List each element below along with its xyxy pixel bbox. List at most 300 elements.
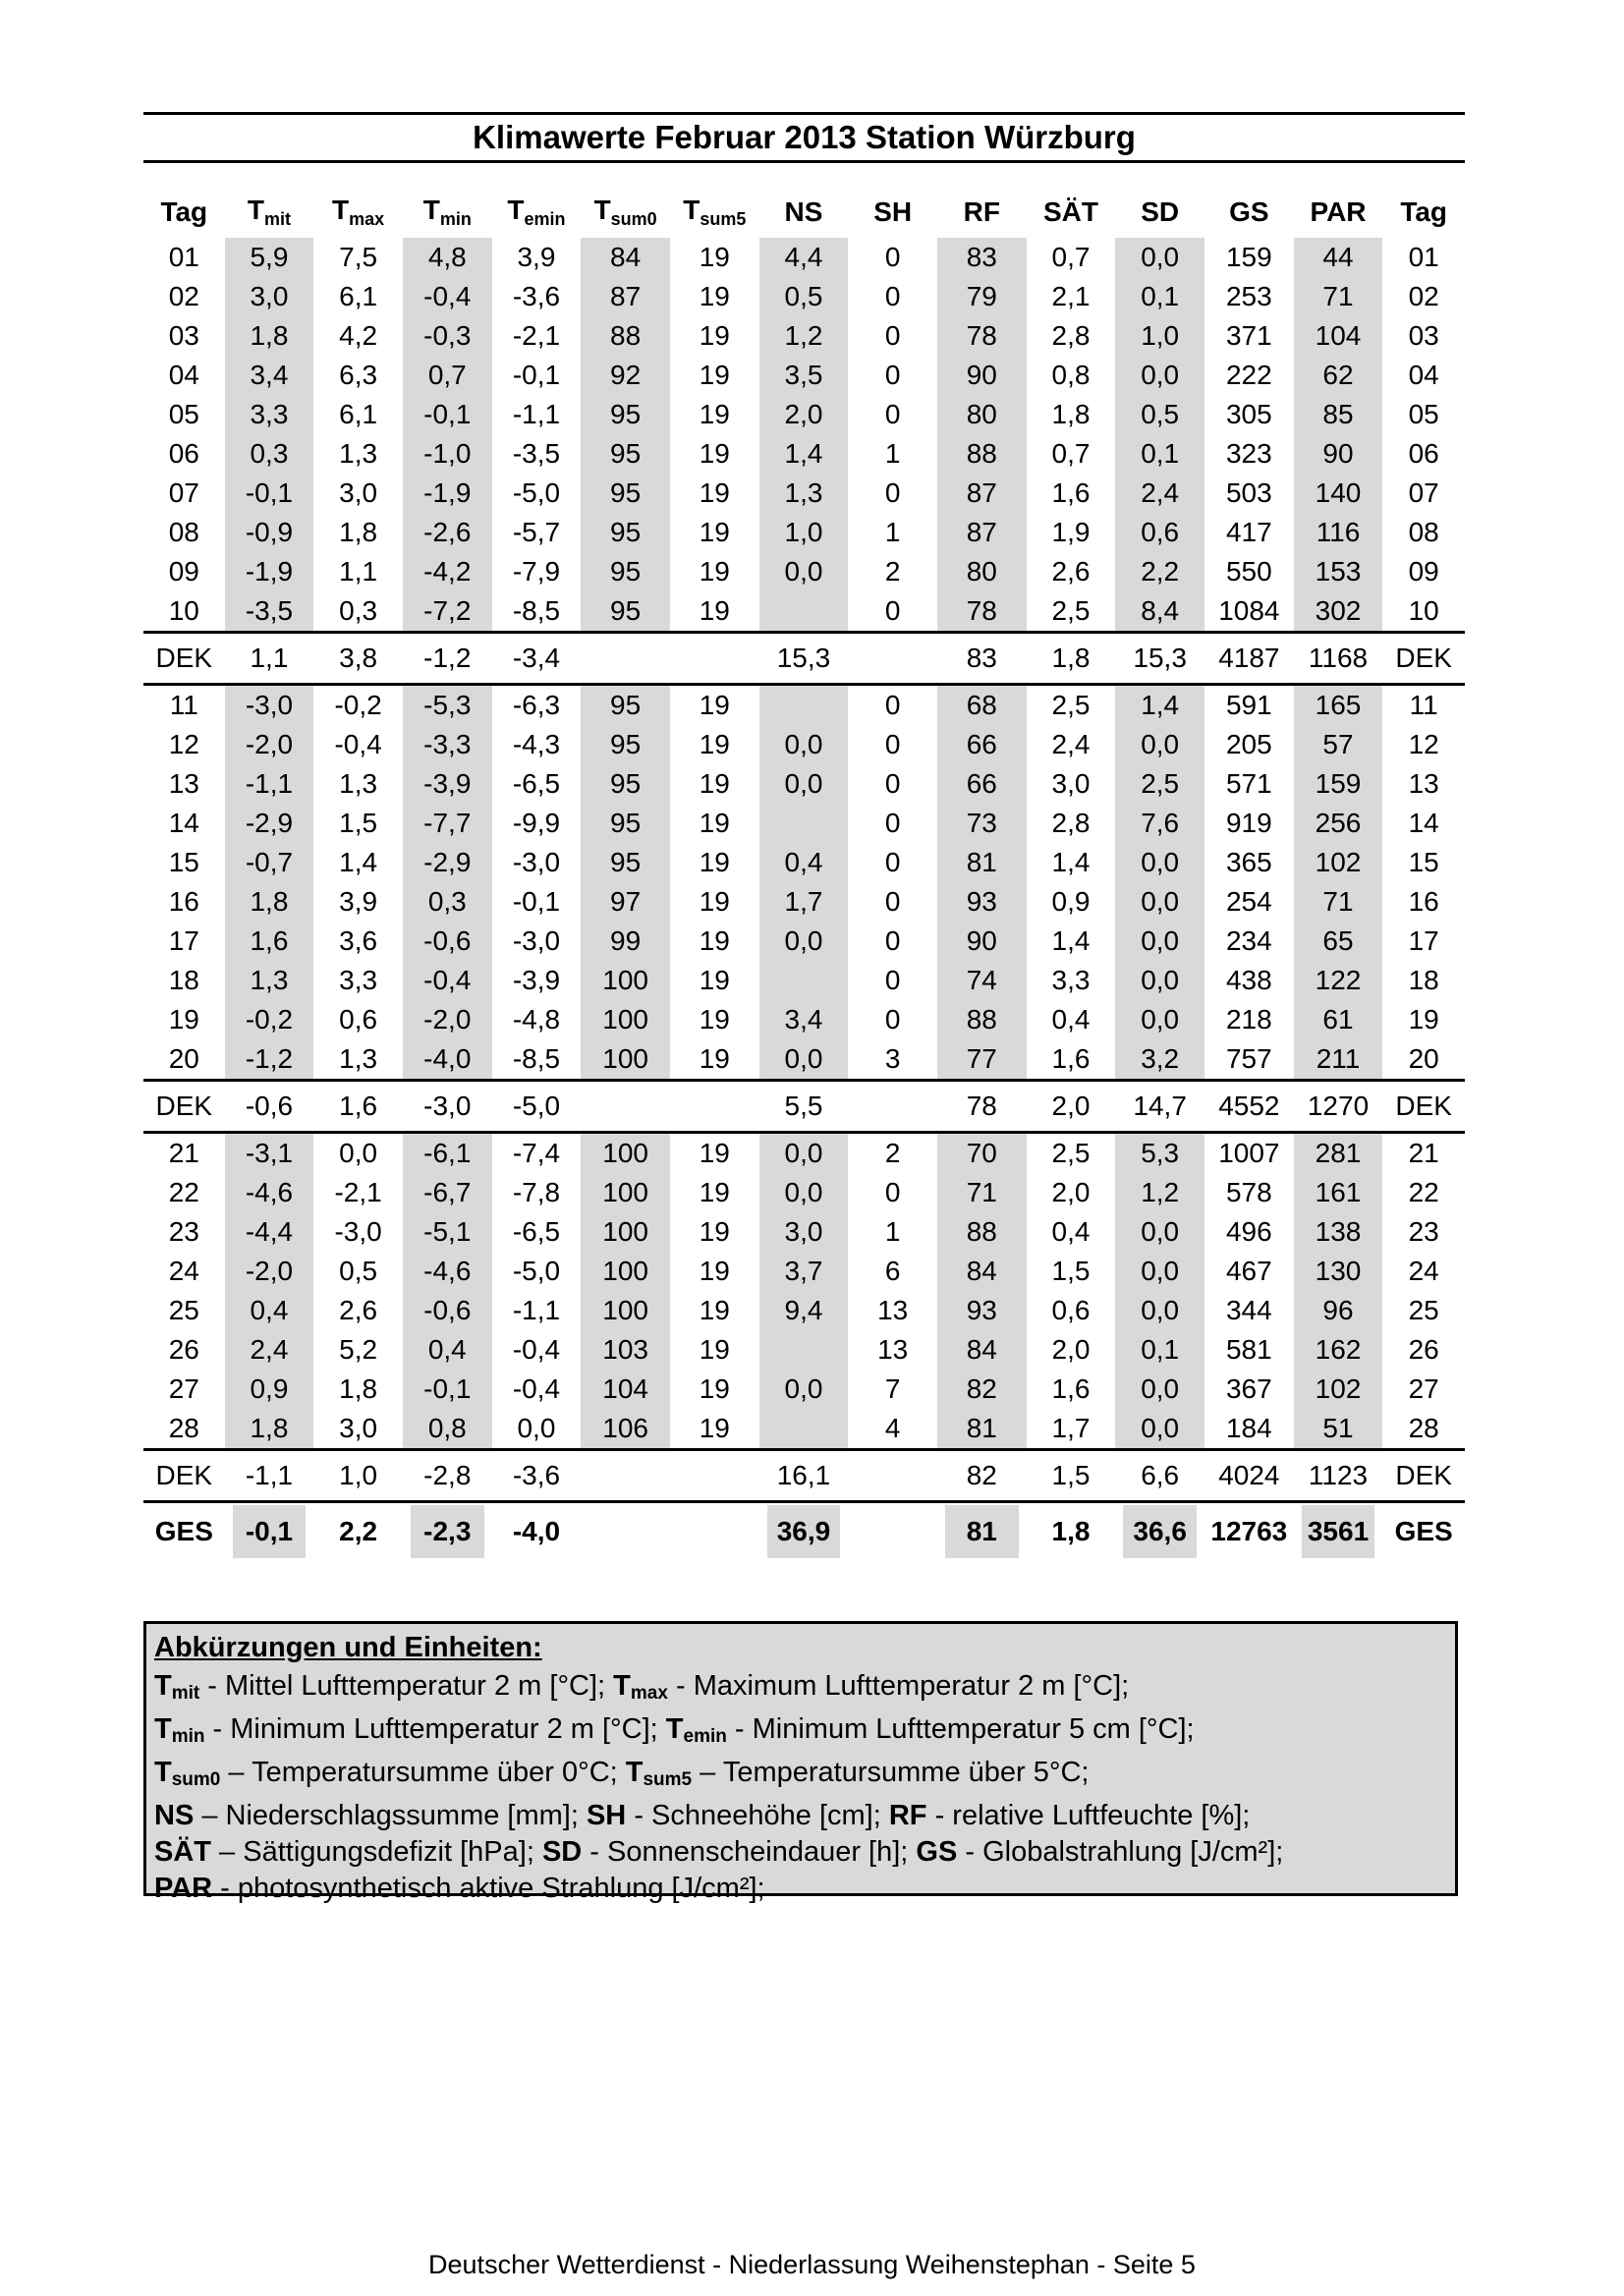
table-cell: 84 [937,1252,1027,1291]
table-row [143,395,1465,434]
table-row [143,591,1465,633]
table-cell: 1,5 [339,808,378,838]
table-cell: -0,4 [334,729,382,759]
table-cell: 0,1 [1115,1330,1204,1370]
row-label-right: 26 [1408,1334,1439,1365]
table-row [143,961,1465,1000]
table-cell: 0,0 [1115,1370,1204,1409]
table-cell: 71 [1294,277,1383,316]
table-cell: 130 [1294,1252,1383,1291]
table-cell: 36,9 [759,1502,849,1561]
table-cell [670,633,759,685]
row-label: 25 [168,1295,199,1325]
table-cell: -3,0 [403,1081,492,1133]
table-cell: 65 [1294,922,1383,961]
table-cell: 0,4 [225,1291,314,1330]
table-cell: 80 [937,552,1027,591]
col-header-tmax: $T_{max}$ [332,195,385,229]
table-cell: 0,5 [339,1256,378,1286]
table-cell: -7,2 [403,591,492,633]
abbreviation-line [154,1834,1447,1871]
row-label: 22 [168,1177,199,1207]
table-cell: -8,5 [512,1043,561,1074]
table-row [143,356,1465,395]
table-cell: 100 [581,1291,670,1330]
table-cell: -4,2 [403,552,492,591]
table-cell: 77 [937,1039,1027,1081]
table-cell: 0,5 [1115,395,1204,434]
climate-table [143,187,1465,1560]
table-cell: 1,1 [339,556,378,587]
abbreviation-description: - Sonnenscheindauer [h]; [582,1836,917,1868]
table-cell: 2,8 [1051,808,1091,838]
table-cell: 70 [937,1133,1027,1174]
table-cell: 0,1 [1115,277,1204,316]
table-row [143,1133,1465,1174]
table-cell: -3,9 [512,965,561,995]
table-cell: 1,8 [339,1373,378,1404]
table-cell: 0 [884,281,901,311]
table-cell: 95 [581,591,670,633]
abbreviation-description: – Niederschlagssumme [mm]; [194,1800,587,1831]
table-cell: 1 [884,1216,901,1247]
table-cell: 19 [699,1334,730,1365]
abbreviation-description: – Sättigungsdefizit [hPa]; [211,1836,542,1868]
table-cell: 1,8 [225,316,314,356]
table-cell: 7 [884,1373,901,1404]
row-label: 24 [168,1256,199,1286]
table-cell: 15,3 [759,633,849,685]
table-cell: 1,4 [339,847,378,877]
table-cell: 84 [581,238,670,277]
decade-summary-row [143,633,1465,685]
table-row [143,1212,1465,1252]
table-cell: 3,7 [759,1252,849,1291]
row-label: 10 [168,595,199,626]
table-cell: -5,0 [512,1256,561,1286]
row-label-right: 10 [1408,595,1439,626]
table-cell: -1,2 [225,1039,314,1081]
table-cell: 1168 [1294,633,1383,685]
table-cell: 4,8 [403,238,492,277]
row-label-right: 13 [1408,768,1439,799]
table-cell: 0,7 [1051,438,1091,469]
table-cell: 95 [581,474,670,513]
table-cell: 0,3 [403,882,492,922]
table-cell: 1,3 [339,1043,378,1074]
table-cell: 95 [581,552,670,591]
table-row [143,238,1465,277]
table-cell: 302 [1294,591,1383,633]
table-cell: 344 [1225,1295,1272,1325]
abbreviation-description: - photosynthetisch aktive Strahlung [J/cm²]; [212,1873,765,1904]
table-cell: 19 [699,729,730,759]
row-label: GES [143,1502,225,1561]
table-cell: 90 [937,356,1027,395]
table-cell: 1,8 [225,882,314,922]
abbreviation-line [154,1798,1447,1834]
abbreviations-box [143,1621,1458,1904]
table-cell: 100 [581,1039,670,1081]
row-label-right: GES [1382,1502,1465,1561]
table-cell: 0,0 [1115,1291,1204,1330]
table-cell: 1007 [1218,1138,1280,1168]
table-cell: 0,6 [1051,1295,1091,1325]
table-cell: 19 [699,438,730,469]
table-cell: -0,9 [225,513,314,552]
row-label: 05 [168,399,199,429]
col-header-tsum5: $T_{sum5}$ [683,195,747,229]
table-cell: 218 [1225,1004,1272,1035]
abbreviation-subscript: sum5 [643,1769,693,1790]
table-cell: 8,4 [1115,591,1204,633]
table-cell: 0 [884,242,901,272]
table-cell: 222 [1225,360,1272,390]
table-cell: -3,3 [403,725,492,764]
table-cell: 0,3 [339,595,378,626]
row-label-right: 25 [1408,1295,1439,1325]
table-cell: 0,9 [1051,886,1091,917]
abbreviation-line [154,1755,1447,1798]
table-cell [759,1409,849,1450]
table-cell: 1270 [1294,1081,1383,1133]
table-cell: -4,4 [225,1212,314,1252]
page-footer: Deutscher Wetterdienst - Niederlassung Weihenstephan - Seite 5 [428,2250,1196,2279]
table-cell: 88 [581,316,670,356]
table-cell: -0,1 [512,886,561,917]
table-cell: 19 [699,320,730,351]
table-cell: 2,5 [1051,1138,1091,1168]
col-header-gs: GS [1229,196,1269,227]
table-cell: 95 [581,685,670,726]
table-cell: 5,2 [339,1334,378,1365]
table-cell: 2,0 [1051,1334,1091,1365]
table-cell: -3,9 [403,764,492,804]
table-cell: -4,3 [512,729,561,759]
col-header-ns: NS [784,196,823,227]
abbreviation-subscript: max [630,1683,668,1704]
table-cell: 0 [884,768,901,799]
row-label: DEK [143,633,225,685]
table-cell: -1,1 [225,764,314,804]
table-cell: 0,0 [1115,922,1204,961]
table-cell [759,1330,849,1370]
table-cell: -0,3 [403,316,492,356]
table-cell: 1,6 [1051,1373,1091,1404]
table-cell: 1,1 [225,633,314,685]
table-row [143,764,1465,804]
table-cell: -0,2 [334,690,382,720]
row-label-right: 14 [1408,808,1439,838]
table-cell: 87 [937,513,1027,552]
table-cell: 2,6 [339,1295,378,1325]
table-cell: 61 [1294,1000,1383,1039]
table-cell: 0,5 [759,277,849,316]
table-cell: 19 [699,965,730,995]
table-cell: 66 [937,764,1027,804]
table-cell [581,1081,670,1133]
table-cell: 3,3 [225,395,314,434]
table-cell: 0,0 [1115,238,1204,277]
abbreviation-description: - Mittel Lufttemperatur 2 m [°C]; [199,1670,614,1702]
table-cell: 305 [1225,399,1272,429]
table-cell: 2,1 [1051,281,1091,311]
table-cell: 0,0 [759,764,849,804]
table-row [143,1173,1465,1212]
table-cell: 81 [937,843,1027,882]
row-label-right: 01 [1408,242,1439,272]
table-cell: 0,8 [1051,360,1091,390]
table-cell: 2 [884,1138,901,1168]
row-label-right: DEK [1382,1081,1465,1133]
table-cell: -6,5 [512,768,561,799]
table-cell: -2,0 [403,1000,492,1039]
table-row [143,474,1465,513]
table-cell: 3561 [1294,1502,1383,1561]
table-cell: 0,9 [225,1370,314,1409]
table-cell: 99 [581,922,670,961]
row-label-right: 08 [1408,517,1439,547]
table-cell: 0,6 [1115,513,1204,552]
table-cell: -5,0 [492,1081,582,1133]
table-cell [759,685,849,726]
table-cell: 19 [699,477,730,508]
table-cell: 1,3 [339,438,378,469]
table-cell: -3,6 [492,1450,582,1502]
table-cell: 78 [937,591,1027,633]
table-cell: 581 [1225,1334,1272,1365]
table-cell: 78 [937,1081,1027,1133]
row-label-right: 17 [1408,925,1439,956]
table-cell: 1,6 [225,922,314,961]
table-cell: -3,5 [225,591,314,633]
abbreviation-description: - Minimum Lufttemperatur 2 m [°C]; [204,1713,666,1745]
col-header-tag: Tag [160,196,208,227]
row-label: 04 [168,360,199,390]
table-cell: 5,9 [225,238,314,277]
table-cell: 36,6 [1115,1502,1204,1561]
col-header-sh: SH [873,196,913,227]
row-label: 23 [168,1216,199,1247]
table-cell: 1,4 [1051,925,1091,956]
table-cell: -3,0 [512,925,561,956]
table-cell: 6,1 [339,399,378,429]
row-label: 02 [168,281,199,311]
table-cell: 80 [937,395,1027,434]
table-cell: 2,4 [1051,729,1091,759]
abbreviation-description: - Schneehöhe [cm]; [626,1800,889,1831]
table-cell: -0,1 [512,360,561,390]
table-cell: 1 [884,517,901,547]
table-cell: -5,3 [403,685,492,726]
table-cell: 95 [581,395,670,434]
abbreviation-line [154,1668,1447,1711]
table-cell: 19 [699,1295,730,1325]
table-cell: 19 [699,1256,730,1286]
row-label: 09 [168,556,199,587]
table-cell: -4,8 [512,1004,561,1035]
table-cell: 2,4 [225,1330,314,1370]
abbreviation-symbol: T [613,1670,631,1702]
table-cell: -2,1 [334,1177,382,1207]
table-cell: 503 [1225,477,1272,508]
table-cell: -0,4 [512,1373,561,1404]
row-label-right: 20 [1408,1043,1439,1074]
abbreviations-heading: Abkürzungen und Einheiten: [154,1632,542,1663]
table-cell: 161 [1294,1173,1383,1212]
table-cell: 0 [884,1004,901,1035]
row-label-right: 02 [1408,281,1439,311]
table-cell [581,1502,670,1561]
table-cell: 106 [581,1409,670,1450]
table-cell: -0,1 [225,1502,314,1561]
table-cell: 1,0 [313,1450,403,1502]
table-cell: 0,0 [1115,961,1204,1000]
row-label: 07 [168,477,199,508]
table-cell: 88 [937,434,1027,474]
table-cell: -1,1 [512,399,561,429]
table-cell: 19 [699,768,730,799]
table-cell: 104 [581,1370,670,1409]
table-cell: 57 [1294,725,1383,764]
table-cell: -3,5 [512,438,561,469]
row-label-right: 11 [1409,690,1438,720]
table-cell: 83 [937,238,1027,277]
table-row [143,513,1465,552]
table-cell: 0,4 [1051,1216,1091,1247]
table-cell: -2,0 [225,725,314,764]
table-cell: 78 [937,316,1027,356]
table-cell: -7,8 [512,1177,561,1207]
table-cell: 1,3 [339,768,378,799]
table-row [143,434,1465,474]
table-cell: 2,4 [1115,474,1204,513]
table-cell: 3,9 [517,242,556,272]
table-cell: 87 [581,277,670,316]
table-cell: 0,0 [759,1370,849,1409]
table-cell: -7,9 [512,556,561,587]
row-label: 19 [168,1004,199,1035]
table-cell: 16,1 [759,1450,849,1502]
table-cell: 88 [937,1000,1027,1039]
table-cell: 4187 [1204,633,1294,685]
table-cell: 919 [1225,808,1272,838]
table-cell: 3,0 [759,1212,849,1252]
table-cell: -1,2 [403,633,492,685]
row-label: 18 [168,965,199,995]
table-cell: 15,3 [1115,633,1204,685]
table-cell [759,591,849,633]
table-cell: 3,3 [339,965,378,995]
table-cell: -0,2 [225,1000,314,1039]
table-cell: 571 [1225,768,1272,799]
table-cell: 6,6 [1115,1450,1204,1502]
table-cell: 3 [884,1043,901,1074]
table-cell: 0 [884,690,901,720]
table-cell: 6,3 [339,360,378,390]
table-row [143,685,1465,726]
col-header-par: PAR [1310,196,1367,227]
table-cell: -2,1 [512,320,561,351]
table-cell: 3,0 [339,477,378,508]
abbreviation-subscript: sum0 [171,1769,221,1790]
table-cell: -6,1 [403,1133,492,1174]
row-label: 16 [168,886,199,917]
col-header-temin: $T_{emin}$ [507,195,566,229]
table-cell [670,1081,759,1133]
table-cell: 102 [1294,843,1383,882]
table-cell: -5,1 [403,1212,492,1252]
table-cell: 2,8 [1051,320,1091,351]
table-row [143,882,1465,922]
row-label-right: DEK [1382,1450,1465,1502]
table-cell [848,633,937,685]
table-cell: 7,5 [339,242,378,272]
table-cell: -0,1 [225,474,314,513]
table-cell: 438 [1225,965,1272,995]
table-cell: 0,0 [1115,356,1204,395]
abbreviation-symbol: SÄT [154,1836,211,1868]
table-cell: -4,0 [403,1039,492,1081]
table-cell: 3,6 [339,925,378,956]
abbreviations-list [154,1668,1447,1907]
table-cell: 1,3 [759,474,849,513]
row-label: 14 [168,808,199,838]
table-cell: 0,0 [1115,725,1204,764]
table-cell: 205 [1225,729,1272,759]
table-cell: 3,4 [759,1000,849,1039]
abbreviation-description: - Minimum Lufttemperatur 5 cm [°C]; [726,1713,1195,1745]
col-header-tmin: $T_{min}$ [422,195,472,229]
table-cell: 3,2 [1115,1039,1204,1081]
table-cell: 74 [937,961,1027,1000]
table-cell: 19 [699,1043,730,1074]
table-cell: 1,8 [1027,633,1116,685]
table-cell: 234 [1225,925,1272,956]
table-cell: 1,0 [1115,316,1204,356]
row-label-right: 06 [1408,438,1439,469]
table-cell: 281 [1294,1133,1383,1174]
table-cell: 0 [884,320,901,351]
table-cell: -4,6 [403,1252,492,1291]
table-cell: 1 [884,438,901,469]
table-cell: 323 [1225,438,1272,469]
table-cell: 0,0 [1115,1000,1204,1039]
table-cell: 3,4 [225,356,314,395]
abbreviation-symbol: SD [541,1836,583,1868]
table-cell: 153 [1294,552,1383,591]
table-cell: 0,8 [403,1409,492,1450]
table-cell: -2,8 [403,1450,492,1502]
table-cell: 0,4 [759,843,849,882]
table-cell: 19 [699,360,730,390]
abbreviation-description: – Temperatursumme über 5°C; [692,1757,1090,1788]
table-cell: -0,7 [225,843,314,882]
table-cell: 0,0 [759,1039,849,1081]
col-header-tsum0: $T_{sum0}$ [593,195,657,229]
table-cell: -1,9 [225,552,314,591]
table-cell: 371 [1225,320,1272,351]
abbreviation-symbol: T [625,1757,644,1788]
col-header-tmit: $T_{mit}$ [247,195,291,229]
table-cell: 211 [1294,1039,1383,1081]
table-cell [581,633,670,685]
abbreviation-description: – Temperatursumme über 0°C; [220,1757,626,1788]
table-cell: 3,9 [339,886,378,917]
table-cell: 93 [937,882,1027,922]
table-cell: 97 [581,882,670,922]
table-cell: 4,2 [339,320,378,351]
